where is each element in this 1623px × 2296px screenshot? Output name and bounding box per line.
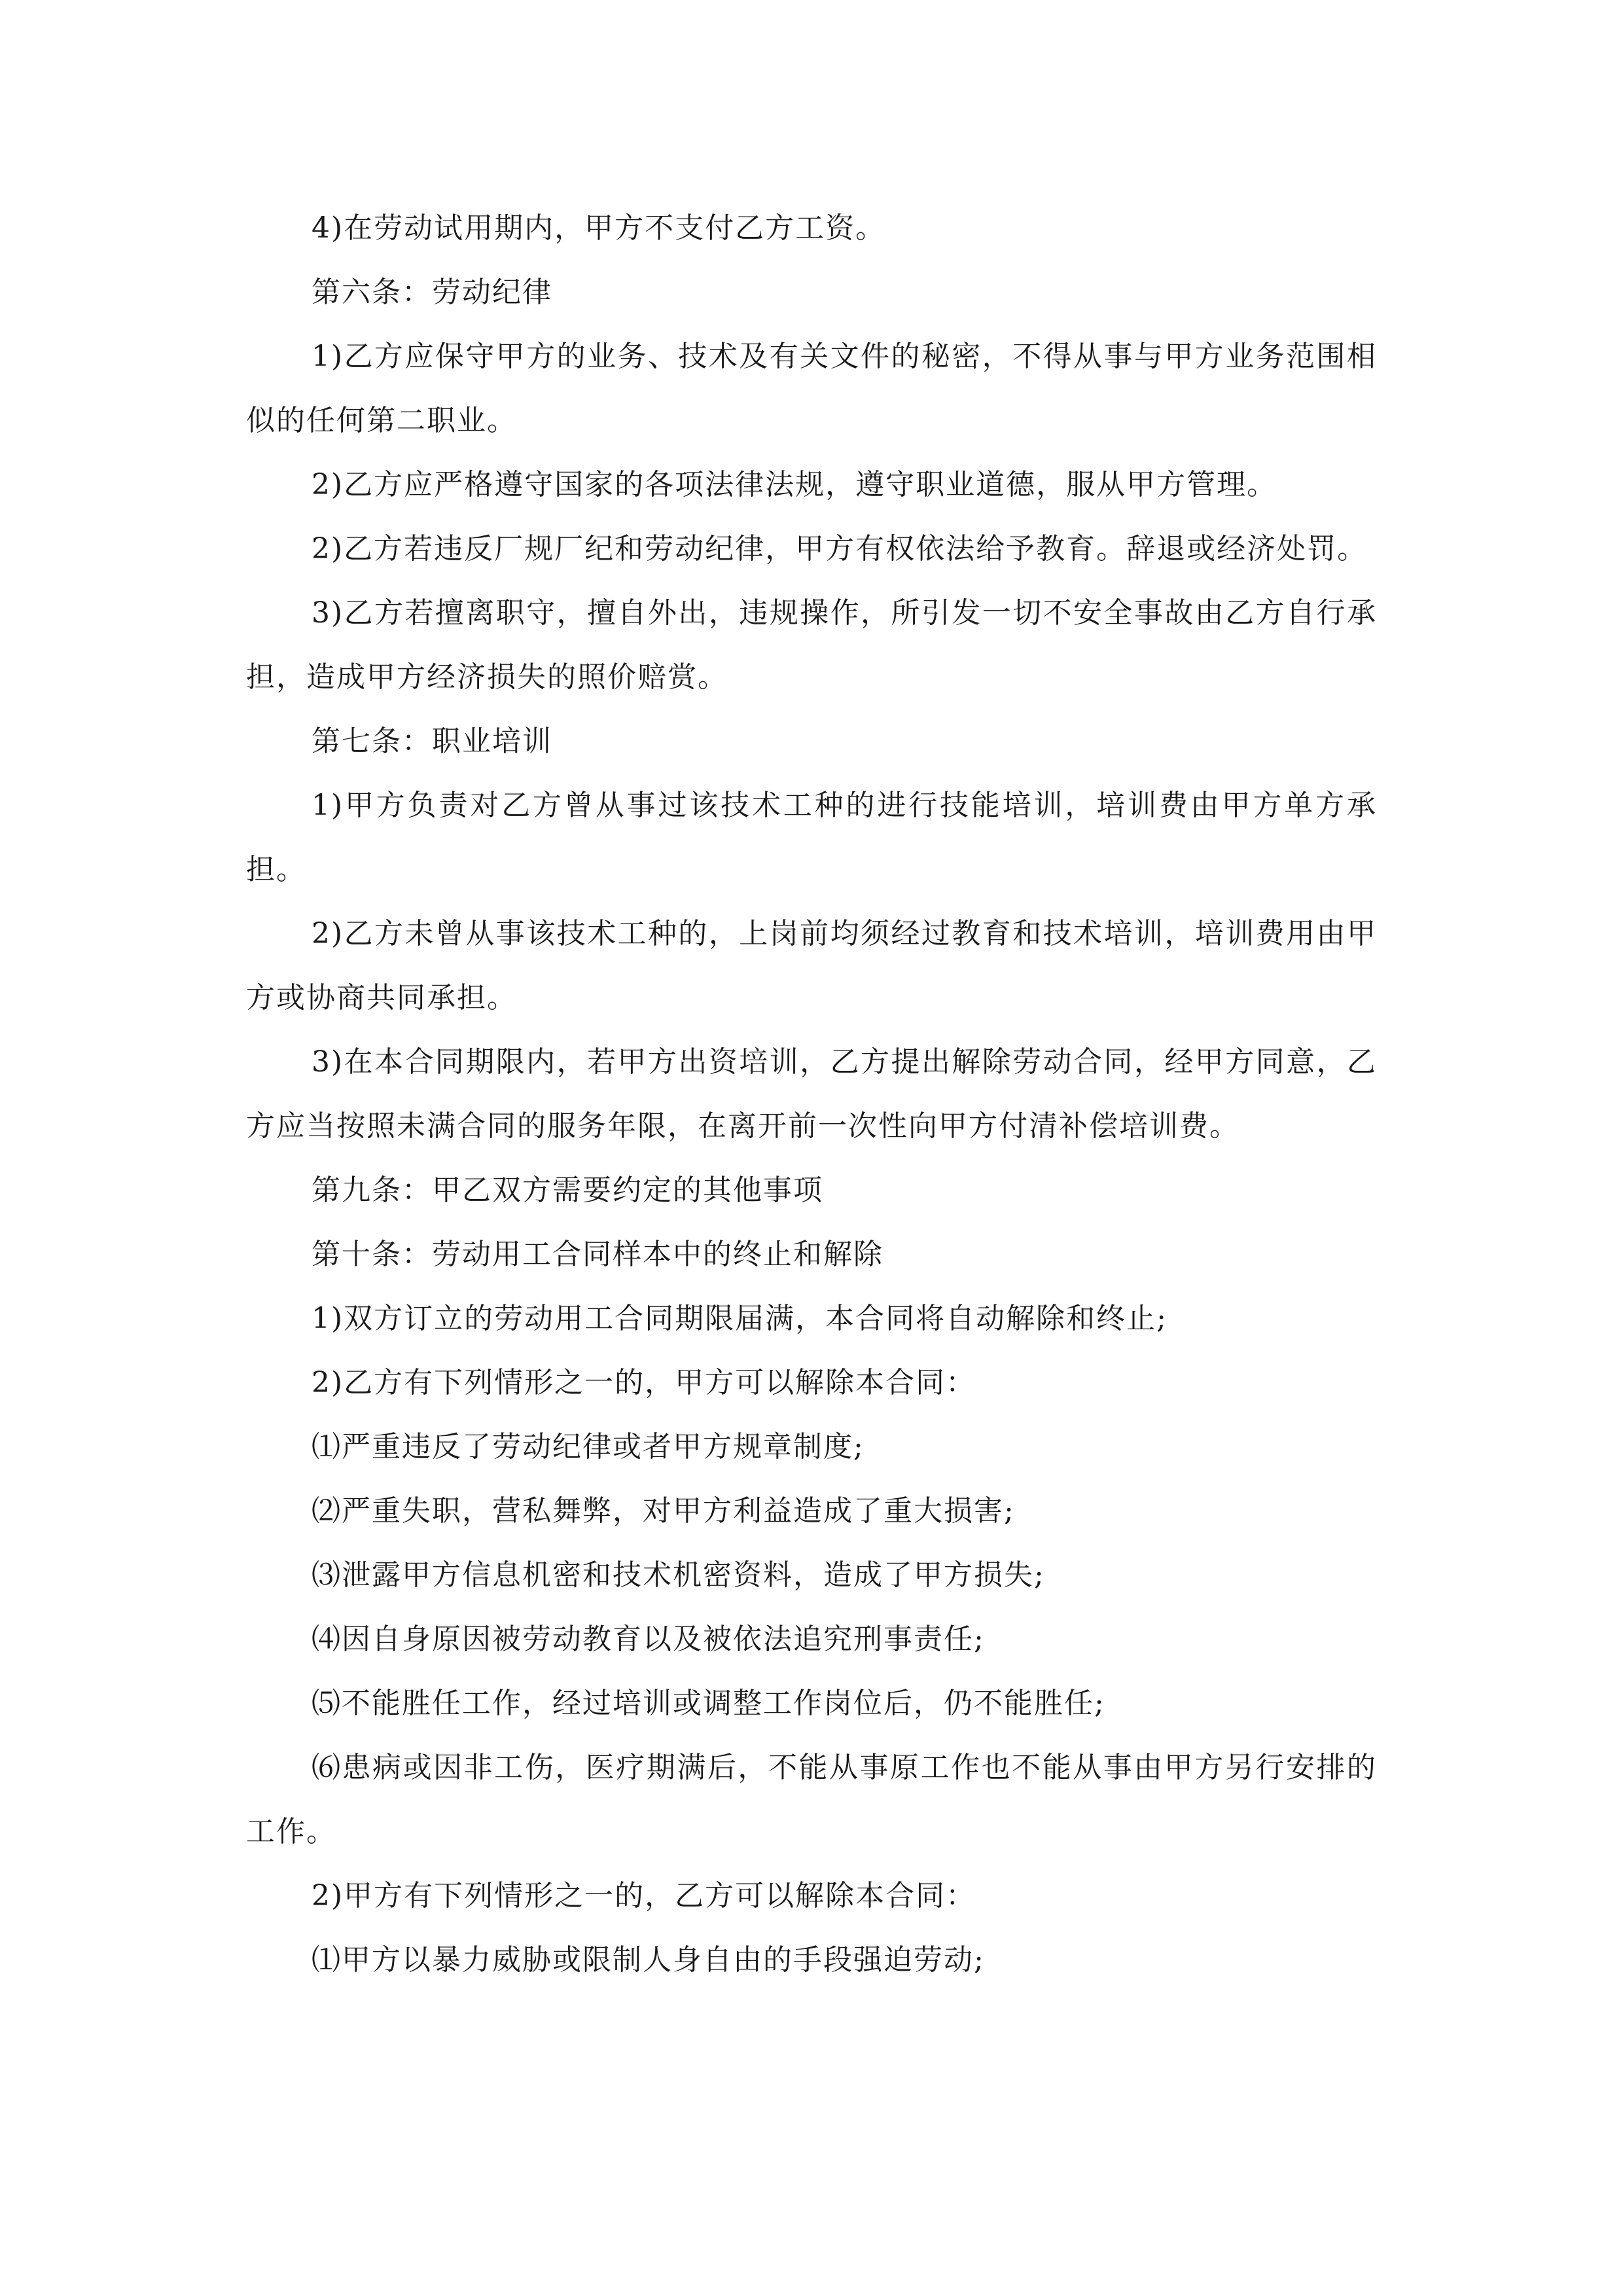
article-6-heading: 第六条：劳动纪律 <box>312 276 552 309</box>
list-item-incompetence: ⑸不能胜任工作，经过培训或调整工作岗位后，仍不能胜任; <box>312 1687 1105 1720</box>
list-item-secret-leak: ⑶泄露甲方信息机密和技术机密资料，造成了甲方损失; <box>312 1558 1045 1592</box>
paragraph-pre-job-training: 2)乙方未曾从事该技术工种的，上岗前均须经过教育和技术培训，培训费用由甲方或协商共同承担。 <box>246 917 1377 1014</box>
paragraph-training-compensation: 3)在本合同期限内，若甲方出资培训，乙方提出解除劳动合同，经甲方同意，乙方应当按照未满合同的服务年限，在离开前一次性向甲方付清补偿培训费。 <box>246 1045 1377 1143</box>
list-item-illness: ⑹患病或因非工伤，医疗期满后，不能从事原工作也不能从事由甲方另行安排的工作。 <box>246 1751 1377 1848</box>
article-10-heading: 第十条：劳动用工合同样本中的终止和解除 <box>312 1238 883 1271</box>
paragraph-confidentiality: 1)乙方应保守甲方的业务、技术及有关文件的秘密，不得从事与甲方业务范围相似的任何第二职业。 <box>246 340 1377 437</box>
article-9-heading: 第九条：甲乙双方需要约定的其他事项 <box>312 1174 823 1207</box>
paragraph-obey-laws: 2)乙方应严格遵守国家的各项法律法规，遵守职业道德，服从甲方管理。 <box>312 468 1277 501</box>
list-item-criminal-liability: ⑷因自身原因被劳动教育以及被依法追究刑事责任; <box>312 1623 985 1656</box>
list-item-discipline-violation: ⑴严重违反了劳动纪律或者甲方规章制度; <box>312 1430 865 1463</box>
document-body <box>246 196 1377 1992</box>
paragraph-violation-penalty: 2)乙方若违反厂规厂纪和劳动纪律，甲方有权依法给予教育。辞退或经济处罚。 <box>312 532 1368 565</box>
list-item-dereliction: ⑵严重失职，营私舞弊，对甲方利益造成了重大损害; <box>312 1494 1015 1528</box>
paragraph-probation-wage: 4)在劳动试用期内，甲方不支付乙方工资。 <box>312 211 886 245</box>
paragraph-leaving-post: 3)乙方若擅离职守，擅自外出，违规操作，所引发一切不安全事故由乙方自行承担，造成甲方经济损失的照价赔赏。 <box>246 596 1377 694</box>
paragraph-employee-termination-intro: 2)甲方有下列情形之一的，乙方可以解除本合同： <box>312 1879 976 1912</box>
paragraph-skill-training: 1)甲方负责对乙方曾从事过该技术工种的进行技能培训，培训费由甲方单方承担。 <box>246 789 1377 886</box>
article-7-heading: 第七条：职业培训 <box>312 725 552 758</box>
list-item-forced-labor: ⑴甲方以暴力威胁或限制人身自由的手段强迫劳动; <box>312 1943 985 1977</box>
paragraph-contract-expiry: 1)双方订立的劳动用工合同期限届满，本合同将自动解除和终止; <box>312 1302 1168 1335</box>
paragraph-employer-termination-intro: 2)乙方有下列情形之一的，甲方可以解除本合同： <box>312 1366 976 1399</box>
